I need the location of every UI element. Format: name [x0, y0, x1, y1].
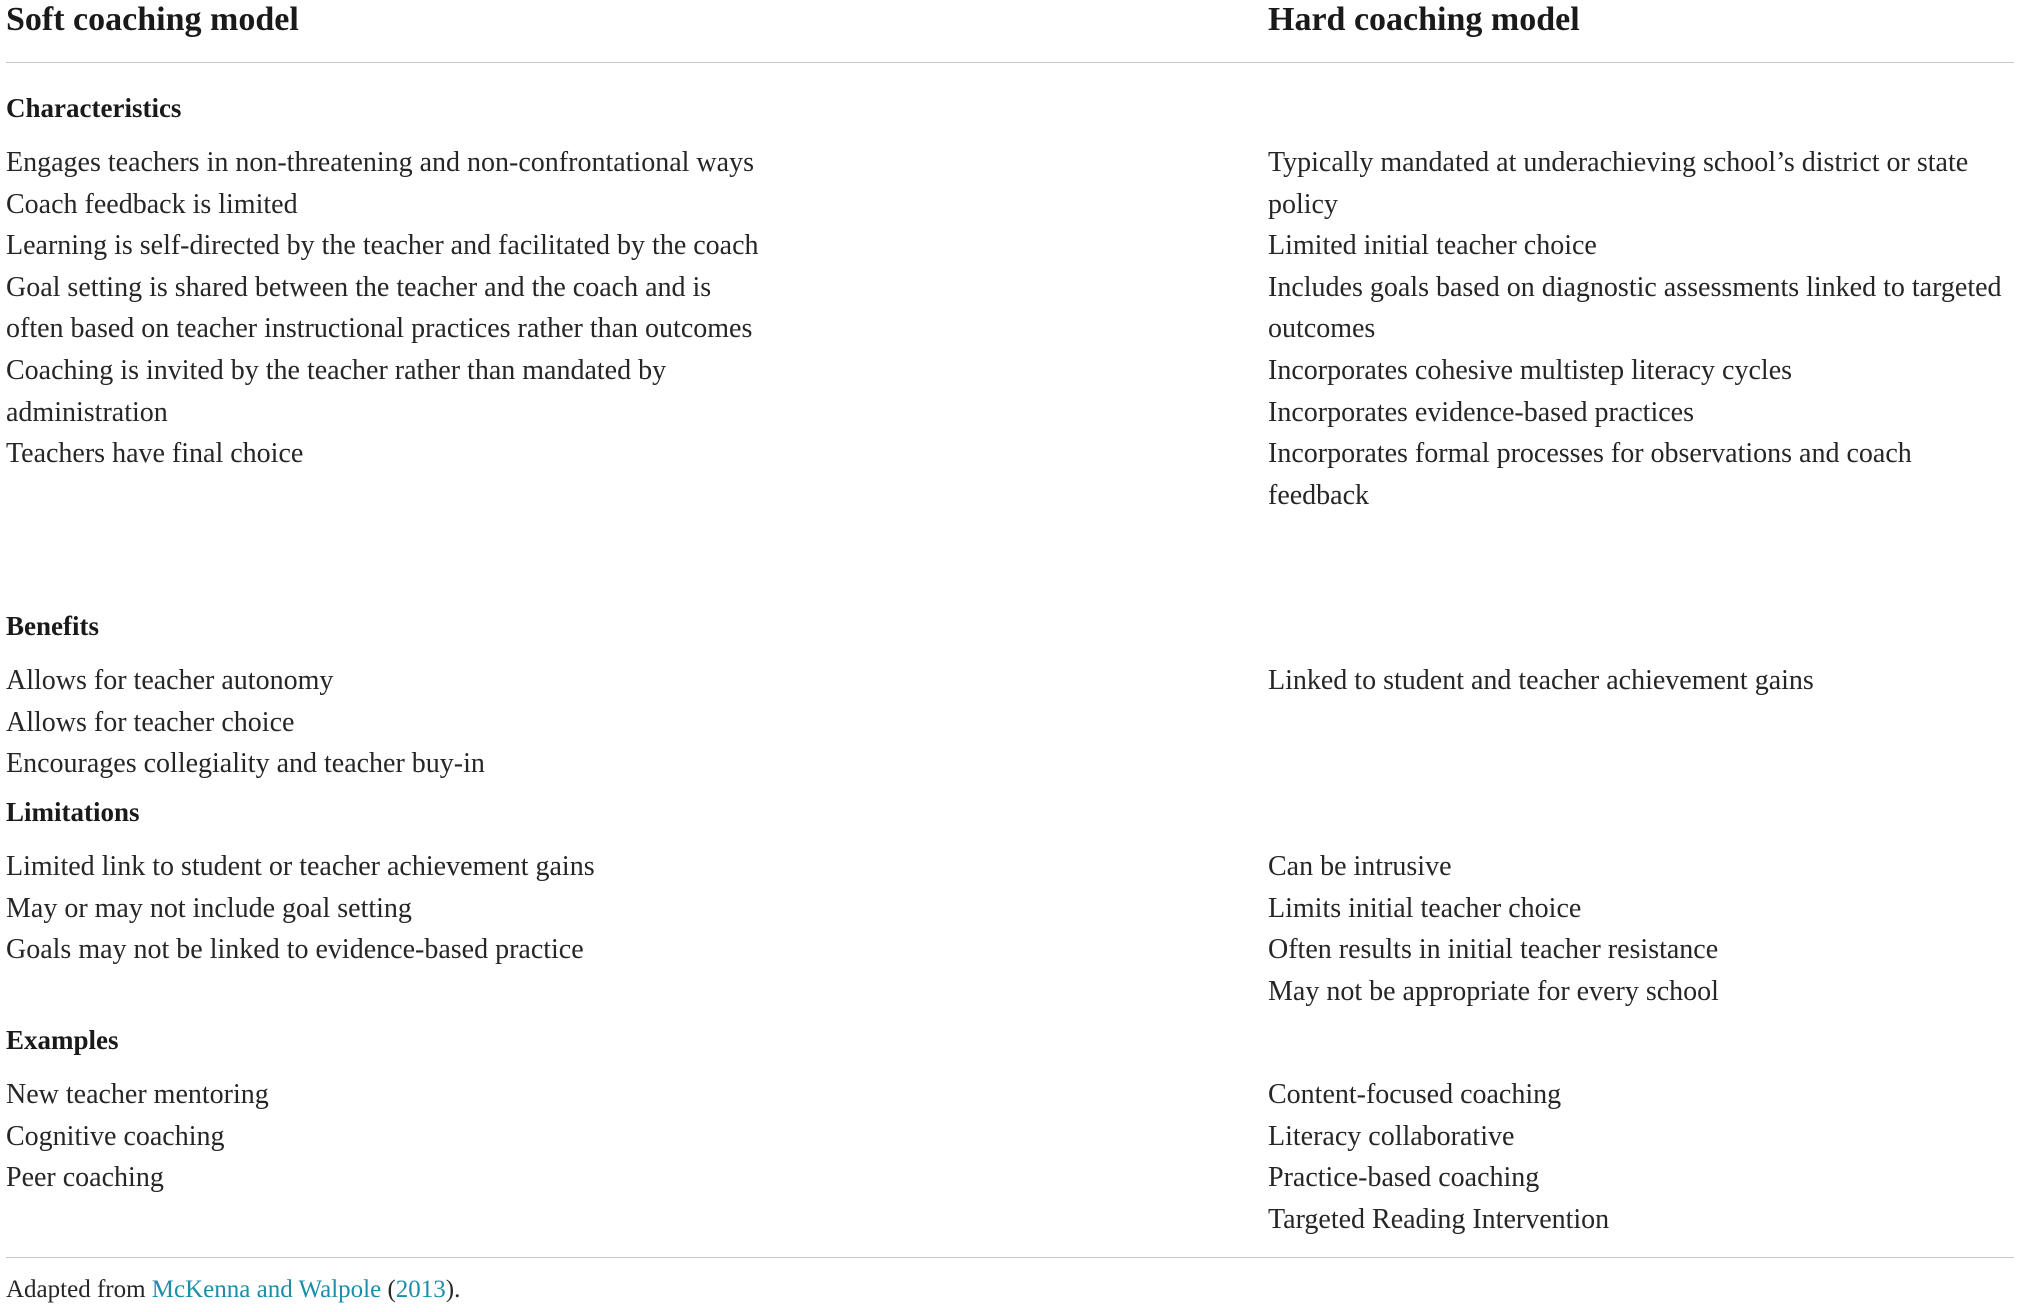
- hard-model-items: [1268, 846, 2008, 1012]
- list-item: Targeted Reading Intervention: [1268, 1203, 1610, 1235]
- citation-year-link[interactable]: 2013: [395, 1276, 446, 1303]
- soft-model-column-header: Soft coaching model: [6, 1, 299, 38]
- list-item: Learning is self-directed by the teacher and facilitated by the coach: [6, 230, 759, 262]
- section-title: Characteristics: [6, 93, 182, 123]
- list-item: Limited link to student or teacher achievement gains: [6, 851, 595, 882]
- list-item: Literacy collaborative: [1268, 1120, 1515, 1152]
- coaching-models-table: [6, 0, 2014, 1303]
- list-item: Allows for teacher choice: [6, 706, 295, 738]
- list-item: Incorporates evidence-based practices: [1268, 396, 1694, 428]
- list-item: Incorporates cohesive multistep literacy cycles: [1268, 354, 1793, 386]
- table-footnote: [6, 1274, 460, 1306]
- list-item: Content-focused coaching: [1268, 1079, 1562, 1110]
- section-title: Benefits: [6, 611, 99, 641]
- footnote-prefix: Adapted from: [6, 1276, 152, 1303]
- hard-model-column-header: Hard coaching model: [1268, 1, 1580, 38]
- list-item: Goal setting is shared between the teacher and the coach and is often based on teacher instructional practices rather than outcomes: [6, 271, 753, 345]
- soft-model-items: [6, 846, 766, 971]
- list-item: Includes goals based on diagnostic assessments linked to targeted outcomes: [1268, 271, 2002, 345]
- footnote-suffix: ).: [445, 1276, 461, 1303]
- header-divider: [6, 62, 2014, 63]
- hard-model-items: [1268, 1074, 2008, 1240]
- list-item: Limits initial teacher choice: [1268, 892, 1582, 924]
- list-item: Teachers have final choice: [6, 438, 304, 470]
- section-title: Examples: [6, 1025, 119, 1055]
- list-item: Can be intrusive: [1268, 851, 1452, 882]
- list-item: Typically mandated at underachieving school’s district or state policy: [1268, 147, 1969, 220]
- list-item: Peer coaching: [6, 1162, 164, 1194]
- list-item: Incorporates formal processes for observations and coach feedback: [1268, 438, 1912, 511]
- list-item: Encourages collegiality and teacher buy-in: [6, 748, 485, 780]
- list-item: May not be appropriate for every school: [1268, 975, 1719, 1007]
- list-item: Often results in initial teacher resistance: [1268, 934, 1719, 966]
- footnote-open-paren: (: [381, 1276, 396, 1303]
- list-item: Linked to student and teacher achievement gains: [1268, 665, 1814, 696]
- table-header-row: [6, 0, 2014, 62]
- soft-model-items: [6, 660, 766, 785]
- hard-model-items: [1268, 142, 2008, 516]
- section-title: Limitations: [6, 797, 140, 827]
- soft-model-items: [6, 1074, 766, 1199]
- list-item: Cognitive coaching: [6, 1120, 225, 1152]
- list-item: Engages teachers in non-threatening and non-confrontational ways: [6, 147, 754, 178]
- list-item: New teacher mentoring: [6, 1079, 269, 1110]
- list-item: Coach feedback is limited: [6, 188, 298, 220]
- footer-divider: [6, 1257, 2014, 1258]
- citation-author-link[interactable]: McKenna and Walpole: [151, 1276, 382, 1303]
- list-item: Allows for teacher autonomy: [6, 665, 334, 696]
- list-item: May or may not include goal setting: [6, 892, 412, 924]
- list-item: Practice-based coaching: [1268, 1162, 1540, 1194]
- hard-model-items: [1268, 660, 2008, 702]
- list-item: Goals may not be linked to evidence-based practice: [6, 934, 584, 966]
- list-item: Limited initial teacher choice: [1268, 230, 1597, 262]
- list-item: Coaching is invited by the teacher rather than mandated by administration: [6, 354, 667, 428]
- soft-model-items: [6, 142, 766, 475]
